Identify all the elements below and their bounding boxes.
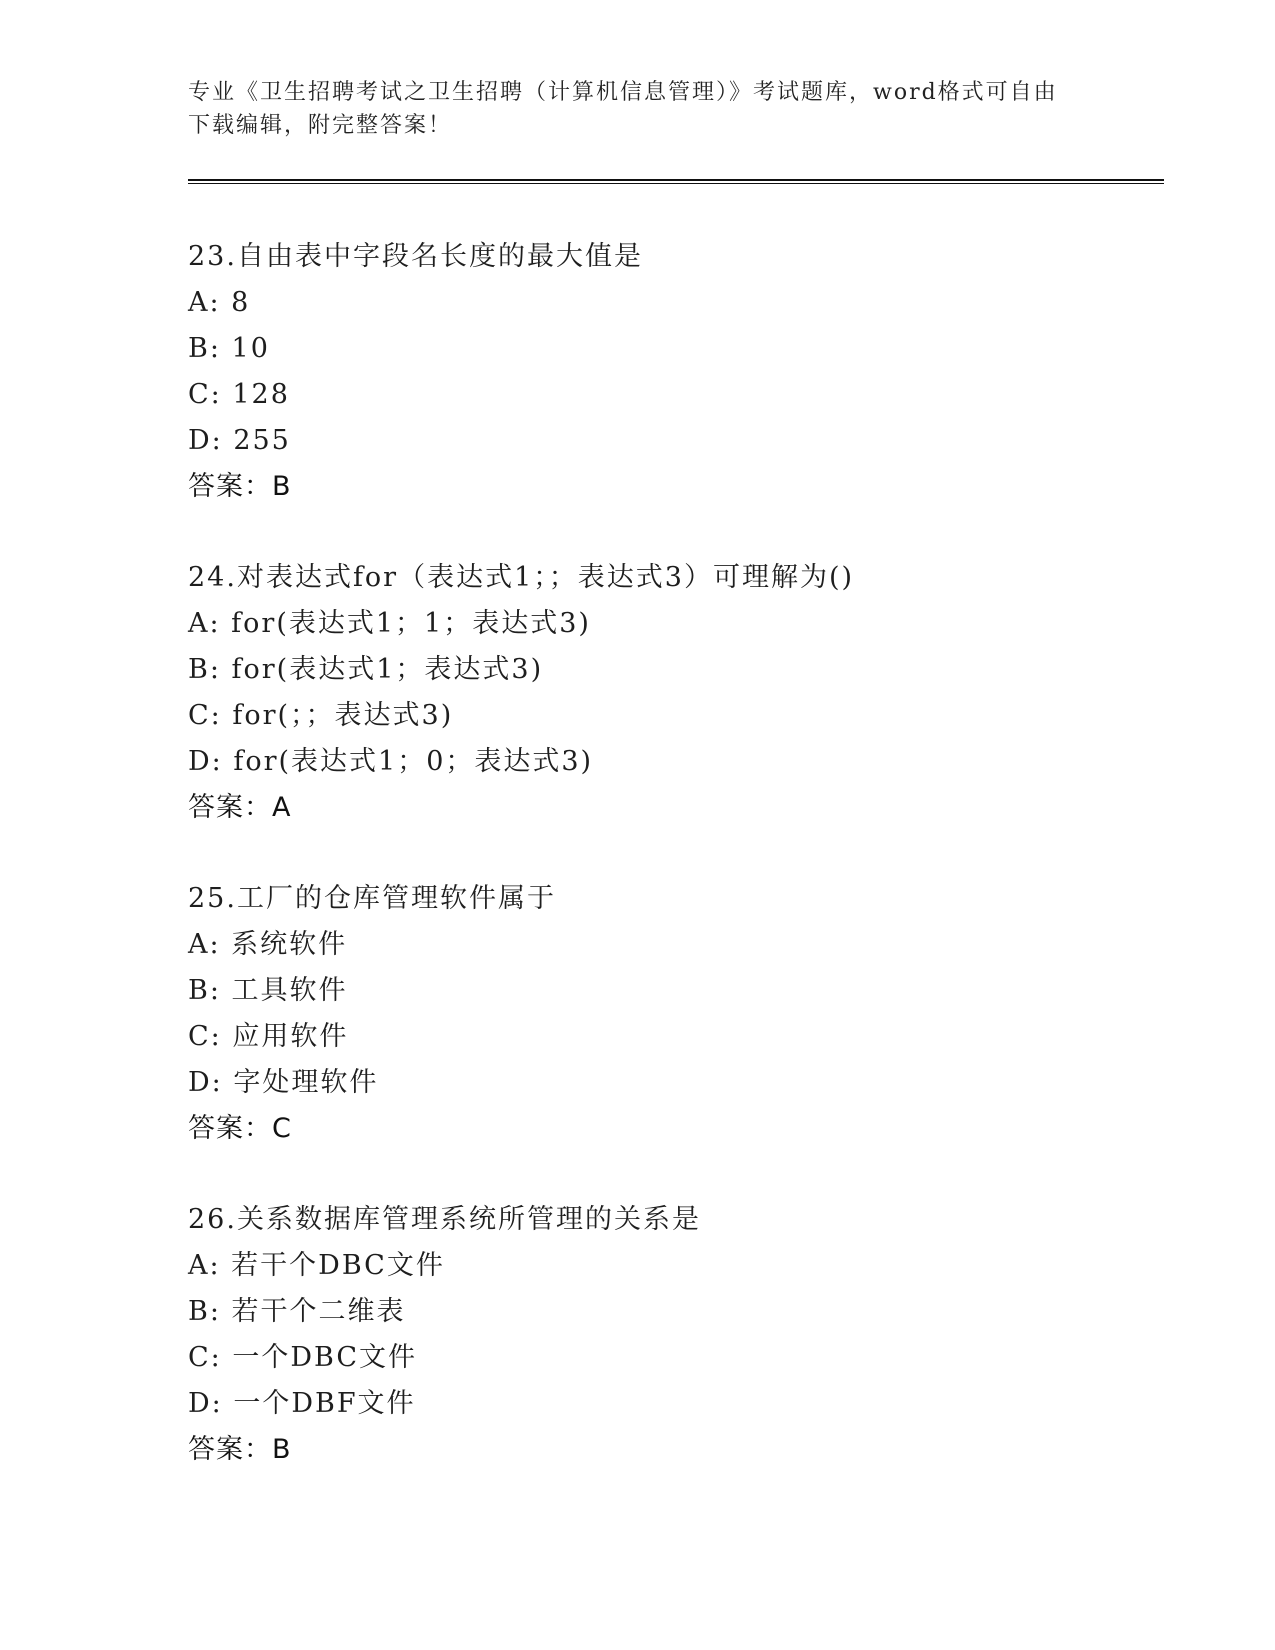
option-d: D: 255: [188, 425, 291, 456]
question-title: 25.工厂的仓库管理软件属于: [188, 883, 556, 914]
question-title: 26.关系数据库管理系统所管理的关系是: [188, 1204, 701, 1235]
option-b: B: 工具软件: [188, 975, 348, 1006]
option-a: A: 系统软件: [188, 929, 348, 960]
option-b: B: for(表达式1；表达式3): [188, 654, 544, 685]
question-block: [188, 555, 1188, 831]
question-block: [188, 876, 1188, 1152]
document-header: 专业《卫生招聘考试之卫生招聘（计算机信息管理）》考试题库，word格式可自由下载编辑，附完整答案！: [188, 80, 1058, 138]
question-title: 23.自由表中字段名长度的最大值是: [188, 241, 643, 272]
option-c: C: 128: [188, 379, 290, 410]
question-title: 24.对表达式for（表达式1；；表达式3）可理解为(): [188, 562, 855, 593]
answer-line: 答案：B: [188, 471, 292, 502]
answer-line: 答案：A: [188, 792, 292, 823]
option-d: D: for(表达式1；0；表达式3): [188, 746, 594, 777]
option-d: D: 字处理软件: [188, 1067, 379, 1098]
option-b: B: 若干个二维表: [188, 1296, 406, 1327]
question-block: [188, 234, 1188, 510]
option-c: C: for(；；表达式3): [188, 700, 454, 731]
option-a: A: 8: [188, 287, 251, 318]
option-c: C: 一个DBC文件: [188, 1342, 417, 1373]
answer-line: 答案：C: [188, 1113, 292, 1144]
option-a: A: 若干个DBC文件: [188, 1250, 445, 1281]
option-a: A: for(表达式1；1；表达式3): [188, 608, 591, 639]
header-divider: [188, 179, 1164, 184]
option-d: D: 一个DBF文件: [188, 1388, 416, 1419]
answer-line: 答案：B: [188, 1434, 292, 1465]
question-block: [188, 1197, 1188, 1473]
option-c: C: 应用软件: [188, 1021, 349, 1052]
option-b: B: 10: [188, 333, 270, 364]
